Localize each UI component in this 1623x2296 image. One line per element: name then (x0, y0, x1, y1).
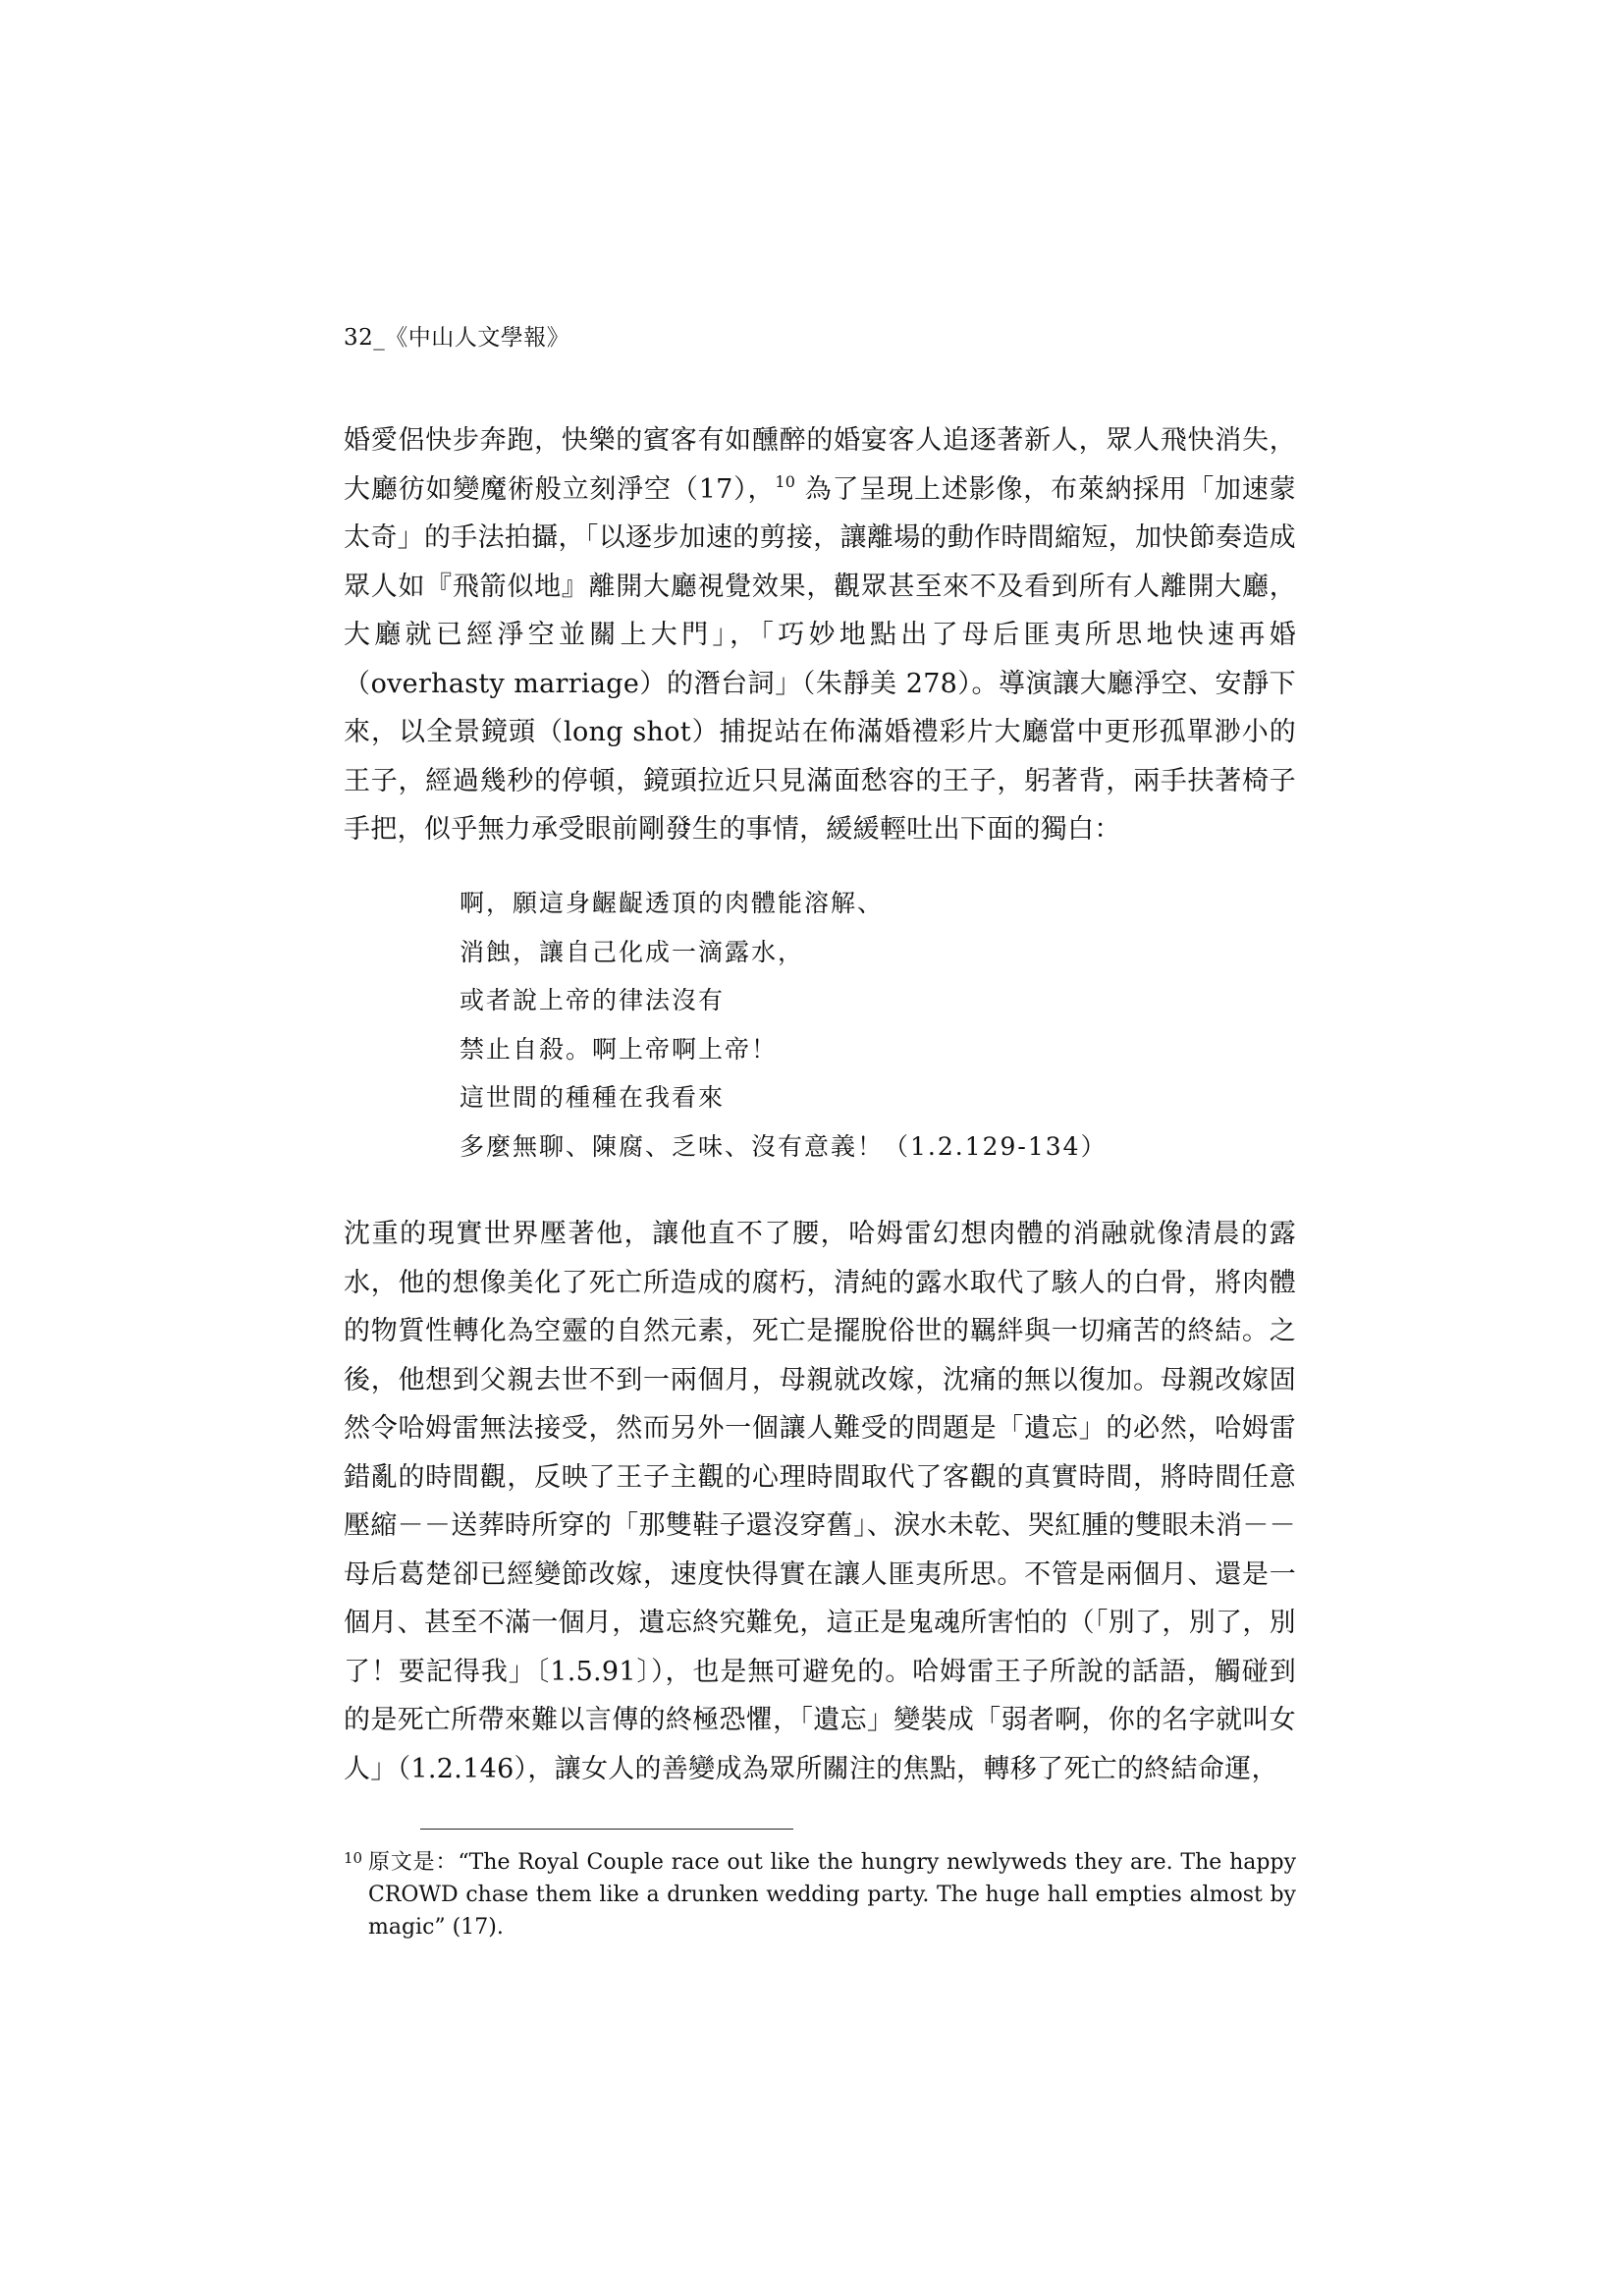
footnote-divider (420, 1829, 793, 1830)
running-header: 32_《中山人文學報》 (344, 325, 570, 351)
quote-line: 消蝕，讓自己化成一滴露水， (460, 937, 805, 966)
footnote-number: 10 (344, 1849, 363, 1867)
quote-line: 啊，願這身齷齪透頂的肉體能溶解、 (460, 889, 885, 917)
quote-line: 或者說上帝的律法沒有 (460, 986, 726, 1014)
paragraph-text: 婚愛侶快步奔跑，快樂的賓客有如醺醉的婚宴客人追逐著新人，眾人飛快消失，大廳彷如變魔術般立刻淨空（17）， (344, 425, 1296, 505)
body-paragraph-1 (344, 416, 1296, 854)
block-quote (460, 879, 1206, 1171)
quote-line: 這世間的種種在我看來 (460, 1083, 726, 1112)
footnote (344, 1846, 1296, 1943)
body-paragraph-2: 沈重的現實世界壓著他，讓他直不了腰，哈姆雷幻想肉體的消融就像清晨的露水，他的想像美化了死亡所造成的腐朽，清純的露水取代了駭人的白骨，將肉體的物質性轉化為空靈的自然元素，死亡是擺脫俗世的羈絆與一切痛苦的終結。之後，他想到父親去世不到一兩個月，母親就改嫁，沈痛的無以復加。母親改嫁固然令哈姆雷無法接受，然而另外一個讓人難受的問題是「遺忘」的必然，哈姆雷錯亂的時間觀，反映了王子主觀的心理時間取代了客觀的真實時間，將時間任意壓縮－－送葬時所穿的「那雙鞋子還沒穿舊」、淚水未乾、哭紅腫的雙眼未消－－母后葛楚卻已經變節改嫁，速度快得實在讓人匪夷所思。不管是兩個月、還是一個月、甚至不滿一個月，遺忘終究難免，這正是鬼魂所害怕的（「別了，別了，別了！要記得我」〔1.5.91〕），也是無可避免的。哈姆雷王子所說的話語，觸碰到的是死亡所帶來難以言傳的終極恐懼，「遺忘」變裝成「弱者啊，你的名字就叫女人」（1.2.146），讓女人的善變成為眾所關注的焦點，轉移了死亡的終結命運， (344, 1219, 1296, 1784)
footnote-reference[interactable]: 10 (775, 471, 796, 491)
quote-line: 禁止自殺。啊上帝啊上帝！ (460, 1034, 779, 1064)
footnote-text: 原文是：“The Royal Couple race out like the hungry newlyweds they are. The happy CROWD chase them like a drunken wedding party. The huge hall empties almost by magic” (17). (368, 1850, 1296, 1940)
paragraph-text: 為了呈現上述影像，布萊納採用「加速蒙太奇」的手法拍攝，「以逐步加速的剪接，讓離場的動作時間縮短，加快節奏造成眾人如『飛箭似地』離開大廳視覺效果，觀眾甚至來不及看到所有人離開大廳，大廳就已經淨空並關上大門」，「巧妙地點出了母后匪夷所思地快速再婚（overhasty marriage）的潛台詞」（朱靜美 278）。導演讓大廳淨空、安靜下來，以全景鏡頭（long shot）捕捉站在佈滿婚禮彩片大廳當中更形孤單渺小的王子，經過幾秒的停頓，鏡頭拉近只見滿面愁容的王子，躬著背，兩手扶著椅子手把，似乎無力承受眼前剛發生的事情，緩緩輕吐出下面的獨白： (344, 473, 1296, 845)
quote-line: 多麼無聊、陳腐、乏味、沒有意義！（1.2.129-134） (460, 1131, 1108, 1161)
